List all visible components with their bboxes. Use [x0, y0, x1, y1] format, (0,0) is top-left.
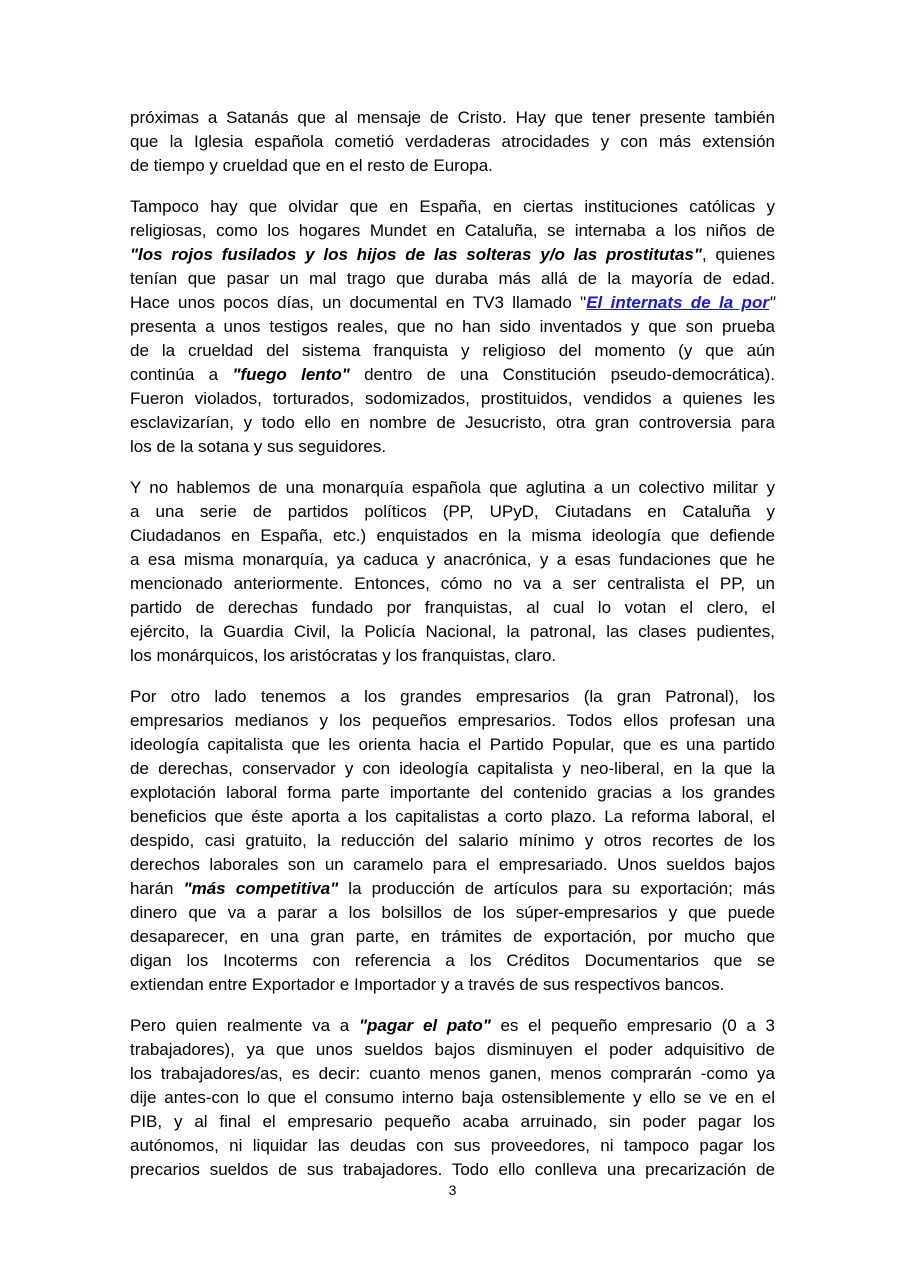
document-body — [130, 106, 775, 1199]
text-line — [130, 596, 775, 620]
emphasis-text: " — [768, 293, 775, 312]
text-segment: digan los Incoterms con referencia a los Créditos Documentarios que se — [130, 951, 775, 970]
text-line — [130, 1134, 775, 1158]
text-line — [130, 781, 775, 805]
text-line — [130, 500, 775, 524]
paragraph — [130, 685, 775, 997]
text-line — [130, 363, 775, 387]
text-line — [130, 291, 775, 315]
text-segment: presenta a unos testigos reales, que no han sido inventados y que son prueba — [130, 317, 775, 336]
text-segment: próximas a Satanás que al mensaje de Cristo. Hay que tener presente también — [130, 108, 775, 127]
text-line — [130, 1038, 775, 1062]
text-line — [130, 805, 775, 829]
text-segment: tenían que pasar un mal trago que duraba más allá de la mayoría de edad. — [130, 269, 775, 288]
text-line — [130, 877, 775, 901]
page-number: 3 — [448, 1182, 457, 1198]
text-line — [130, 106, 775, 130]
text-line — [130, 925, 775, 949]
text-segment: Hace unos pocos días, un documental en TV3 llamado " — [130, 293, 587, 312]
text-line — [130, 853, 775, 877]
text-line — [130, 1014, 775, 1038]
text-line — [130, 901, 775, 925]
text-line — [130, 476, 775, 500]
text-segment: Pero quien realmente va a — [130, 1016, 359, 1035]
text-line — [130, 1062, 775, 1086]
text-line — [130, 548, 775, 572]
text-line — [130, 339, 775, 363]
text-segment: harán — [130, 879, 184, 898]
text-line — [130, 949, 775, 973]
text-segment: los monárquicos, los aristócratas y los franquistas, claro. — [130, 646, 557, 665]
text-line — [130, 524, 775, 548]
text-segment: de tiempo y crueldad que en el resto de Europa. — [130, 156, 493, 175]
emphasis-text: "pagar el pato" — [358, 1016, 491, 1035]
text-line — [130, 829, 775, 853]
text-line — [130, 195, 775, 219]
emphasis-text: "más competitiva" — [183, 879, 339, 898]
text-line — [130, 1158, 775, 1182]
paragraph — [130, 195, 775, 459]
text-segment: ideología capitalista que les orienta hacia el Partido Popular, que es una partido — [130, 735, 775, 754]
text-segment: Por otro lado tenemos a los grandes empresarios (la gran Patronal), los — [130, 687, 775, 706]
text-line — [130, 387, 775, 411]
text-line — [130, 709, 775, 733]
text-segment: despido, casi gratuito, la reducción del salario mínimo y otros recortes de los — [130, 831, 775, 850]
text-line — [130, 243, 775, 267]
text-segment: de la crueldad del sistema franquista y religioso del momento (y que aún — [130, 341, 775, 360]
paragraph — [130, 476, 775, 668]
text-segment: mencionado anteriormente. Entonces, cómo no va a ser centralista el PP, un — [130, 574, 775, 593]
text-line — [130, 154, 775, 178]
text-segment: que la Iglesia española cometió verdaderas atrocidades y con más extensión — [130, 132, 775, 151]
text-segment: los trabajadores/as, es decir: cuanto menos ganen, menos comprarán -como ya — [130, 1064, 775, 1083]
text-segment: , quienes — [701, 245, 775, 264]
text-segment: beneficios que éste aporta a los capitalistas a corto plazo. La reforma laboral, el — [130, 807, 775, 826]
text-line — [130, 685, 775, 709]
text-segment: trabajadores), ya que unos sueldos bajos disminuyen el poder adquisitivo de — [130, 1040, 775, 1059]
text-line — [130, 267, 775, 291]
text-segment: extiendan entre Exportador e Importador y a través de sus respectivos bancos. — [130, 975, 725, 994]
text-segment: Fueron violados, torturados, sodomizados, prostituidos, vendidos a quienes les — [130, 389, 775, 408]
text-line — [130, 411, 775, 435]
text-segment: Tampoco hay que olvidar que en España, en ciertas instituciones católicas y — [130, 197, 775, 216]
text-segment: autónomos, ni liquidar las deudas con sus proveedores, ni tampoco pagar los — [130, 1136, 775, 1155]
text-line — [130, 620, 775, 644]
text-segment: PIB, y al final el empresario pequeño acaba arruinado, sin poder pagar los — [130, 1112, 775, 1131]
text-segment: los de la sotana y sus seguidores. — [130, 437, 387, 456]
text-line — [130, 1086, 775, 1110]
paragraph — [130, 106, 775, 178]
paragraph — [130, 1014, 775, 1182]
text-line — [130, 733, 775, 757]
text-segment: dentro de una Constitución pseudo-democrática). — [349, 365, 775, 384]
text-segment: derechos laborales son un caramelo para el empresariado. Unos sueldos bajos — [130, 855, 775, 874]
text-line — [130, 219, 775, 243]
text-segment: de derechas, conservador y con ideología capitalista y neo-liberal, en la que la — [130, 759, 775, 778]
text-segment: esclavizarían, y todo ello en nombre de Jesucristo, otra gran controversia para — [130, 413, 775, 432]
text-segment: ejército, la Guardia Civil, la Policía Nacional, la patronal, las clases pudientes, — [130, 622, 775, 641]
text-line — [130, 315, 775, 339]
text-line — [130, 435, 775, 459]
text-segment: explotación laboral forma parte importante del contenido gracias a los grandes — [130, 783, 775, 802]
text-segment: dije antes-con lo que el consumo interno baja ostensiblemente y ello se ve en el — [130, 1088, 775, 1107]
text-segment: es el pequeño empresario (0 a 3 — [490, 1016, 775, 1035]
text-segment: empresarios medianos y los pequeños empresarios. Todos ellos profesan una — [130, 711, 775, 730]
text-line — [130, 130, 775, 154]
text-line — [130, 757, 775, 781]
documentary-link[interactable]: El internats de la por — [586, 293, 769, 312]
text-line — [130, 973, 775, 997]
text-line — [130, 644, 775, 668]
text-segment: religiosas, como los hogares Mundet en Cataluña, se internaba a los niños de — [130, 221, 775, 240]
text-segment: precarios sueldos de sus trabajadores. Todo ello conlleva una precarización de — [130, 1160, 775, 1179]
text-segment: dinero que va a parar a los bolsillos de los súper-empresarios y que puede — [130, 903, 775, 922]
text-line — [130, 572, 775, 596]
text-segment: desaparecer, en una gran parte, en trámites de exportación, por mucho que — [130, 927, 775, 946]
text-segment: Y no hablemos de una monarquía española que aglutina a un colectivo militar y — [130, 478, 775, 497]
text-segment: continúa a — [130, 365, 233, 384]
text-line — [130, 1110, 775, 1134]
emphasis-text: "los rojos fusilados y los hijos de las solteras y/o las prostitutas" — [130, 245, 702, 264]
text-segment: la producción de artículos para su exportación; más — [338, 879, 776, 898]
text-segment: a una serie de partidos políticos (PP, UPyD, Ciutadans en Cataluña y — [130, 502, 775, 521]
text-segment: partido de derechas fundado por franquistas, al cual lo votan el clero, el — [130, 598, 775, 617]
text-segment: a esa misma monarquía, ya caduca y anacrónica, y a esas fundaciones que he — [130, 550, 775, 569]
text-segment: Ciudadanos en España, etc.) enquistados en la misma ideología que defiende — [130, 526, 775, 545]
emphasis-text: "fuego lento" — [232, 365, 350, 384]
